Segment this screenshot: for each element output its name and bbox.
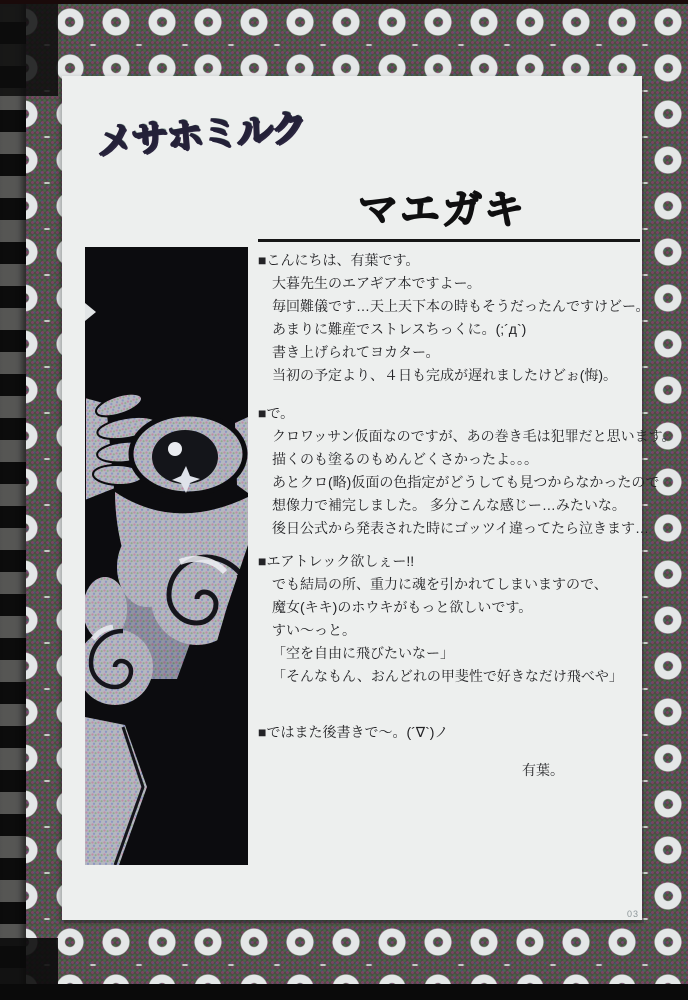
paragraph-greeting xyxy=(258,249,650,387)
text-line: ■エアトレック欲しぇー!! xyxy=(258,553,415,569)
title-underline xyxy=(258,239,640,242)
text-line: 描くのも塗るのもめんどくさかったよ。。。 xyxy=(272,451,538,467)
checker-strip xyxy=(0,0,26,1000)
croissant-mask-artwork xyxy=(85,247,248,865)
text-line: 大暮先生のエアギア本ですよー。 xyxy=(272,275,481,291)
text-line: 想像力で補完しました。 多分こんな感じー…みたいな。 xyxy=(272,497,626,513)
paragraph-airtrek xyxy=(258,550,646,688)
preface-text xyxy=(258,249,676,782)
text-line: すい〜っと。 xyxy=(272,622,356,638)
signature: 有葉。 xyxy=(522,762,564,778)
text-line: クロワッサン仮面なのですが、あの巻き毛は犯罪だと思います。 xyxy=(272,428,676,444)
paper-page xyxy=(62,76,676,920)
text-line: あまりに難産でストレスちっくに。(;´д`) xyxy=(272,321,527,337)
page-title: マエガキ xyxy=(358,188,526,232)
text-line: ■で。 xyxy=(258,405,295,421)
text-line: ■こんにちは、有葉です。 xyxy=(258,252,420,268)
text-line: 後日公式から発表された時にゴッツイ違ってたら泣きます… xyxy=(272,520,650,536)
paragraph-mask xyxy=(258,402,676,540)
text-line: 当初の予定より、４日も完成が遅れましたけどぉ(悔)。 xyxy=(272,367,618,383)
paragraph-closing xyxy=(258,721,646,744)
text-line: ■ではまた後書きで〜。(´∇`)ノ xyxy=(258,724,449,740)
top-left-shadow xyxy=(0,0,58,96)
circle-logo: メサホミルク xyxy=(95,106,307,163)
text-line: 「空を自由に飛びたいなー」 xyxy=(272,645,454,661)
text-line: 「そんなもん、おんどれの甲斐性で好きなだけ飛べや」 xyxy=(272,668,623,684)
text-line: 魔女(キキ)のホウキがもっと欲しいです。 xyxy=(272,599,533,615)
top-edge-strip xyxy=(0,0,688,4)
text-line: でも結局の所、重力に魂を引かれてしまいますので、 xyxy=(272,576,608,592)
text-line: あとクロ(略)仮面の色指定がどうしても見つからなかったので xyxy=(272,474,660,490)
bottom-edge-strip xyxy=(0,984,688,1000)
page-number: 03 xyxy=(627,909,640,919)
text-line: 書き上げられてヨカター。 xyxy=(272,344,440,360)
text-line: 毎回難儀です…天上天下本の時もそうだったんですけどー。 xyxy=(272,298,650,314)
